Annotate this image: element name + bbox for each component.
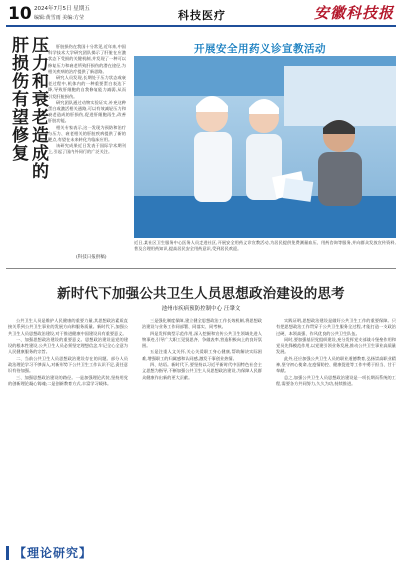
theory-section-label [6, 542, 126, 566]
photo-caption: 近日,某社区卫生服务中心医务人员走进社区,开展安全用药义诊宣教活动,为居民提供免费测量血压、用药咨询等服务,并向群众发放宣传资料,普及合理用药知识,提高居民安全用药意识,受到居民欢迎。 [134, 240, 396, 251]
paragraph: 肝脏损伤在我国十分常见,近年来,中国科学技术大学研究团队揭示了肝脏在应激状态下受损的关键机制,并发现了一种可以修复压力和衰老所致肝损伤的潜在途径,为相关疾病的治疗提供了新思路。 [48, 44, 126, 74]
left-article-title [4, 36, 48, 266]
news-photo [134, 56, 396, 238]
paragraph: 三是强化制度保障,建立健全思想政治工作长效机制,将思想政治建设与业务工作同部署、同落实、同考核。 [142, 318, 262, 330]
main-article-byline: 池州市疾病预防控制中心 汪肇文 [161, 306, 241, 312]
paragraph: 同时,要加强基层党组织建设,充分发挥党支部战斗堡垒作用和党员先锋模范作用,以党建引领业务发展,推动公共卫生事业高质量发展。 [276, 336, 396, 355]
paragraph: 五是注重人文关怀,关心关爱职工身心健康,帮助解决实际困难,增强职工的归属感和认同感,激发干事创业热情。 [142, 349, 262, 361]
paragraph: 公共卫生人员是维护人民健康的重要力量,其思想政治素质直接关系到公共卫生事业的发展方向和服务质量。新时代下,加强公共卫生人员思想政治建设,对于推进健康中国建设具有重要意义。 [8, 318, 128, 336]
photo-title: 开展安全用药义诊宣教活动 [194, 43, 326, 55]
theory-label-text: 【理论研究】 [14, 546, 93, 560]
section-divider [6, 268, 396, 269]
paragraph: 实践证明,思想政治建设是做好公共卫生工作的重要保障。只有把思想政治工作贯穿于公共卫生服务全过程,才能打造一支政治过硬、本领高强、作风优良的公共卫生队伍。 [276, 318, 396, 336]
header-rule [6, 25, 396, 27]
newspaper-logo: 安徽科技报 [313, 4, 394, 22]
left-title-line1: 压力和衰老造成的 [28, 36, 48, 180]
paragraph: 该研究成果近日发表于国际学术期刊上,引起了国内外同行的广泛关注。 [48, 143, 126, 155]
page-header [0, 0, 402, 32]
left-title-line2: 肝损伤有望修复 [8, 36, 28, 162]
paragraph: 研究人员发现,长期处于压力状态或衰老过程中,机体内的一种重要蛋白表达下降,导致肝细胞的自我修复能力减弱,从而引发肝脏损伤。 [48, 75, 126, 99]
paragraph: 研究团队通过动物实验证实,补充这种蛋白或激活相关通路,可以有效减轻压力和衰老造成的肝损伤,促进肝细胞再生,改善肝脏功能。 [48, 99, 126, 124]
paragraph: 四、结语。新时代下,要坚持以习近平新时代中国特色社会主义思想为指导,不断加强公共卫生人员思想政治建设,为保障人民群众健康作出新的更大贡献。 [142, 362, 262, 380]
section-title: 科技医疗 [178, 9, 226, 22]
left-article-source: (科技日报供稿) [76, 255, 107, 260]
label-accent-bar [6, 546, 9, 560]
paragraph: 此外,还应加强公共卫生人员的职业道德教育,弘扬崇高职业精神,坚守初心使命,在疫情防控、健康促进等工作中勇于担当、甘于奉献。 [276, 355, 396, 374]
page-number: 10 [8, 4, 32, 24]
paragraph: 一、加强思想政治建设的重要意义。思想政治建设是党的建设的根本性建设,公共卫生人员必须坚定理想信念,牢记全心全意为人民健康服务的宗旨。 [8, 336, 128, 355]
paragraph: 总之,加强公共卫生人员思想政治建设是一项长期而系统的工程,需要各方共同努力,久久为功,持续推进。 [276, 374, 396, 386]
paragraph: 四是发挥典型示范作用,深入挖掘和宣传公共卫生领域先进人物事迹,引导广大职工见贤思齐、争做表率,营造积极向上的良好氛围。 [142, 330, 262, 349]
editors-line: 编辑:黄雪雨 美编:方莹 [34, 15, 84, 21]
issue-date: 2024年7月5日 星期五 [34, 6, 90, 12]
article-column-1 [8, 318, 128, 522]
main-article-title: 新时代下加强公共卫生人员思想政治建设的思考 [57, 286, 345, 302]
paragraph: 二、当前公共卫生人员思想政治建设存在的问题。部分人员政治理论学习不够深入,对新形势下公共卫生工作认识不足,责任意识有待加强。 [8, 355, 128, 374]
paragraph: 相关专家表示,这一发现为预防和治疗与压力、衰老相关的肝脏疾病提供了新的靶点,有望在未来转化为临床应用。 [48, 124, 126, 143]
left-article-body [48, 44, 126, 244]
article-column-3 [276, 318, 396, 568]
paragraph: 三、加强思想政治建设的路径。一是加强理论武装,坚持用党的创新理论凝心铸魂;二是创新教育方式,丰富学习载体。 [8, 374, 128, 386]
article-column-2 [142, 318, 262, 568]
